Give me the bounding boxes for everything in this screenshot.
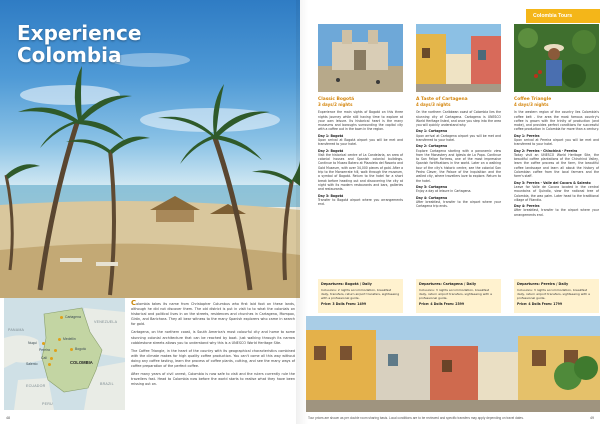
itinerary-day-heading: Day 1: Cartagena: [416, 129, 448, 134]
itinerary-day-text: After breakfast, transfer to the airport where your arrangements end.: [514, 208, 599, 217]
map-label-pereira: Pereira: [39, 348, 50, 352]
itinerary-day-heading: Day 3: Cartagena: [416, 184, 448, 189]
map-label-cartagena: Cartagena: [65, 315, 81, 319]
tour-title: A Taste of Cartagena: [416, 97, 468, 102]
tour-column-coffee-triangle: [514, 97, 599, 219]
intro-paragraph-3: The Coffee Triangle, in the heart of the country with its geographical characteristics combined with the climate makes for high quality coffee production. You can't come all this way without doing any coffee tasting, learn the process of coffee plants, cutting, and see the many ways of coffee preparation of the perfect coffee.: [131, 348, 295, 369]
itinerary-day-text: Visit the historical centre of La Candelaria, an area of colonial houses and Spanish colonial buildings. Continue to Museo Botero at Plazoleta del Rosario and Gold Museum, with over 34,000 pieces of gold. After a trip to the Monserrate hill, walk through the museum, a symbol of Bogotá. Return to the hotel for a short break before heading out and discovering the city at night with its modern restaurants and bars, galleries and restaurants.: [318, 152, 403, 192]
tour-duration: 4 days/3 nights: [416, 102, 451, 108]
thumb-coffee-picker: [514, 24, 599, 92]
itinerary-day-heading: Day 4: Cartagena: [416, 195, 448, 200]
map-label-peru: PERU: [42, 402, 53, 406]
headline-line-1: Experience: [17, 21, 142, 45]
itinerary-day-heading: Day 1: Bogotá: [318, 133, 344, 138]
itinerary-day-text: Today visit an UNESCO World Heritage Site, the beautiful coffee plantations of the Chinchiná Valley, learn the coffee process at the farm, the beautiful coffee landscape and learn all about the history of Colombian coffee from the local farmers and the farm's staff.: [514, 152, 599, 179]
colonial-street-photo: [306, 316, 600, 412]
map-pin-bogota: [70, 348, 73, 351]
map-label-salento: Salento: [26, 362, 38, 366]
departures-inclusions: Inclusions: 2 nights accommodation, breakfast daily, transfers, return airport transfers, sightseeing with a professional guide.: [321, 288, 400, 300]
map-pin-medellin: [58, 338, 61, 341]
intro-paragraph-1: Colombia takes its name from Christopher Columbus who first laid foot on these lands, although he did not discover them. The old district is put in visit to to what the colonials on historical and political lives in on the streets, residences and churches in Cartagena, Mompox, Girón, and Barichara. They all bear witness to the many Spanish explorers who came in search for gold.: [131, 299, 295, 327]
map-label-nuqui: Nuqui: [28, 341, 37, 345]
departures-price: Price: 3 Dolls From: 1499: [321, 302, 367, 306]
departures-box-bogota: [318, 279, 403, 313]
tour-column-cartagena: [416, 97, 501, 210]
departures-inclusions: Inclusions: 3 nights accommodation, breakfast daily, return airport transfers, sightseeing with a professional guide.: [517, 288, 590, 300]
itinerary-day-text: Upon arrival at Pereira airport you will be met and transferred to your hotel.: [514, 137, 599, 147]
map-label-colombia: COLOMBIA: [70, 360, 93, 365]
itinerary-day-heading: Day 2: Pereira - Chinchiná - Pereira: [514, 148, 578, 153]
tour-title: Classic Bogotá: [318, 97, 355, 102]
map-pin-nuqui: [42, 342, 45, 345]
itinerary-day-text: Upon arrival at Bogotá airport you will be met and transferred to your hotel.: [318, 137, 403, 147]
tour-column-bogota: [318, 97, 403, 208]
map-pin-cartagena: [60, 316, 63, 319]
map-label-venezuela: VENEZUELA: [94, 320, 118, 324]
tour-title: Coffee Triangle: [514, 97, 552, 102]
intro-dropcap: C: [131, 299, 137, 307]
tour-duration: 4 days/3 nights: [514, 102, 549, 108]
departures-inclusions: Inclusions: 3 nights accommodation, breakfast daily, return airport transfers, sightseeing with a professional guide.: [419, 288, 492, 300]
itinerary-day-heading: Day 2: Cartagena: [416, 144, 448, 149]
page-headline: [17, 22, 141, 66]
departures-heading: Departures: Pereira / Daily: [517, 282, 569, 286]
colombia-map: [4, 298, 125, 410]
map-label-brazil: BRAZIL: [100, 382, 114, 386]
tour-intro: Experience the main sights of Bogotá on this three nights journey while still having time to explore at your own leisure. Its historical heart is the many museums and boroughs surrounding the capital city with a coffee out in the town in the region.: [318, 110, 403, 132]
departures-box-cartagena: [416, 279, 501, 313]
headline-line-2: Colombia: [17, 43, 122, 67]
hero-photo-palm-beach: [0, 0, 300, 298]
map-pin-cali: [50, 357, 53, 360]
departures-heading: Departures: Bogotá / Daily: [321, 282, 372, 286]
map-label-ecuador: ECUADOR: [26, 384, 46, 388]
itinerary-day-heading: Day 4: Pereira: [514, 204, 540, 209]
thumb-bogota-plaza: [318, 24, 403, 92]
itinerary-day-text: Transfer to Bogotá airport where you arrangements end.: [318, 197, 403, 207]
page-number-right: 49: [590, 416, 594, 420]
itinerary-day-heading: Day 2: Bogotá: [318, 148, 344, 153]
intro-paragraph-2: Cartagena, on the northern coast, is South America's most colourful city and home to some stunning colonial architecture that can be reached by boat. Just walking through its narrow cobblestone streets allows you to understand why this is a UNESCO World Heritage Site.: [131, 330, 295, 345]
thumb-cartagena-street: [416, 24, 501, 92]
intro-paragraph-4: After many years of civil unrest, Colombia is now safe to visit and the rulers currently rule the travellers fast. Head to Colombia now before the world starts to realise what they have been missing out on.: [131, 372, 295, 387]
map-label-bogota: Bogotá: [75, 347, 86, 351]
itinerary-day-text: Explore Cartagena starting with a panoramic view from the Monastery and Iglesia de La Popa. Continue to San Felipe Fortress, one of the most impressive Spanish fortifications in the world. Later on a walking tour of the city's historic centre, see the colonial San Pedro Claver, the Palace of the Inquisition and the walled city, where travellers love to explore. Return to the hotel.: [416, 148, 501, 183]
intro-text: [131, 301, 295, 390]
itinerary-day-text: Enjoy a day at leisure in Cartagena.: [416, 189, 472, 194]
departures-heading: Departures: Cartagena / Daily: [419, 282, 477, 286]
price-footnote: Tour prices are shown as per double room sharing basis. Local conditions are to be reviewed and specific transfers may apply depending on travel dates.: [308, 416, 524, 420]
map-label-medellin: Medellín: [63, 337, 76, 341]
itinerary-day-text: After breakfast, transfer to the airport where your Cartagena trip ends.: [416, 199, 501, 209]
itinerary-day-text: Upon arrival at Cartagena airport you will be met and transferred to your hotel.: [416, 133, 501, 142]
map-pin-pereira: [54, 349, 57, 352]
itinerary-day-heading: Day 1: Pereira: [514, 133, 540, 138]
departures-box-coffee-triangle: [514, 279, 599, 313]
section-tab: Colombia Tours: [526, 9, 600, 23]
page-number-left: 48: [6, 416, 10, 420]
map-pin-salento: [48, 363, 51, 366]
departures-price: Price: 4 Dolls From: 1799: [517, 302, 563, 306]
tour-intro: On the northern Caribbean coast of Colombia lies the stunning city of Cartagena. Cartagena is UNESCO World Heritage listed, and once you step into the area you will quickly understand why.: [416, 110, 501, 128]
map-label-panama: PANAMA: [8, 328, 25, 332]
departures-price: Price: 4 Dolls From: 2399: [419, 302, 465, 306]
itinerary-day-heading: Day 3: Bogotá: [318, 193, 344, 198]
tour-duration: 3 days/2 nights: [318, 102, 353, 108]
itinerary-day-heading: Day 3: Pereira - Valle del Cocora & Salento: [514, 180, 591, 185]
tour-intro: In the western region of the country lies Colombia's coffee belt - the area the most famous country's coffee is grown with the trinity of production (and make), and provides perfect conditions for successful coffee production in Colombia for more than a century.: [514, 110, 599, 132]
itinerary-day-text: Leave for Valle de Cocora located in the central mountains of Quindío, view the national tree of Colombia, the wax palm. Later head to the traditional village of Filandia.: [514, 184, 599, 202]
map-label-cali: Cali: [41, 356, 47, 360]
